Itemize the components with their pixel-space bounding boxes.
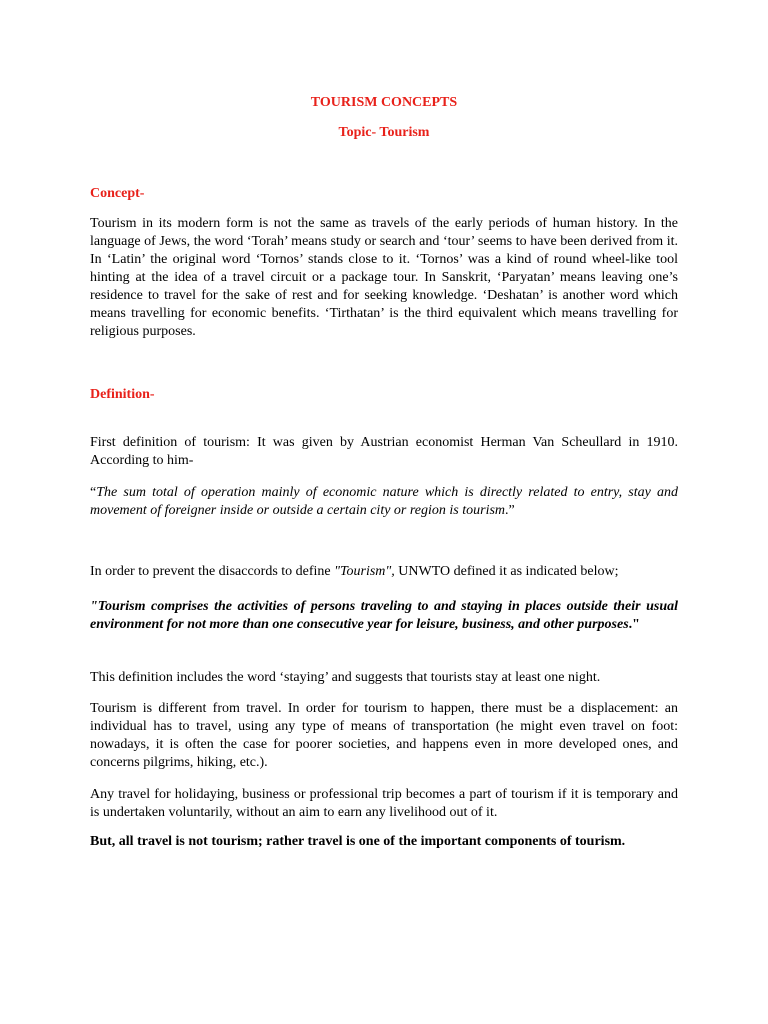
- unwto-quote-italic: "Tourism comprises the activities of persons traveling to and staying in places outside their usual environment for not more than one consecutive year for leisure, business, and other purposes: [90, 599, 678, 632]
- first-definition-text: First definition of tourism: It was given by Austrian economist Herman Van Scheullard in 1910. According to him-: [90, 435, 678, 468]
- quote-open: “: [90, 485, 97, 500]
- unwto-definition-quote: [90, 598, 678, 634]
- unwto-intro-paragraph: [90, 563, 678, 581]
- document-title: TOURISM CONCEPTS: [310, 95, 458, 110]
- quote-italic: The sum total of operation mainly of economic nature which is directly related to entry, stay and movement of foreigner inside or outside a certain city or region is tourism: [90, 485, 678, 518]
- concept-text: Tourism in its modern form is not the same as travels of the early periods of human history. In the language of Jews, the word ‘Torah’ means study or search and ‘tour’ seems to have been derived from it. In ‘Latin’ the original word ‘Tornos’ stands close to it. ‘Tornos’ was a kind of round wheel-like tool hinting at the idea of a travel circuit or a package tour. In Sanskrit, ‘Paryatan’ means leaving one’s residence to travel for the sake of rest and for seeking knowledge. ‘Deshatan’ is another word which means travelling for economic benefits. ‘Tirthatan’ is the third equivalent which means travelling for religious purposes.: [90, 216, 678, 339]
- quote-text: [90, 484, 678, 520]
- document-subtitle: Topic- Tourism: [338, 125, 430, 140]
- conclusion-bold: But, all travel is not tourism; rather travel is one of the important components of tourism.: [90, 834, 626, 849]
- any-travel-paragraph: [90, 786, 678, 822]
- definition-heading: Definition-: [90, 387, 155, 402]
- staying-paragraph: [90, 669, 678, 687]
- first-definition-quote: [90, 484, 678, 520]
- unwto-intro-text: [90, 563, 678, 581]
- staying-text: This definition includes the word ‘staying’ and suggests that tourists stay at least one night.: [90, 670, 601, 685]
- concept-heading: Concept-: [90, 186, 145, 201]
- conclusion-text: [90, 833, 678, 851]
- unwto-term: "Tourism",: [334, 564, 395, 579]
- quote-close: .”: [505, 503, 515, 518]
- unwto-intro-after: UNWTO defined it as indicated below;: [394, 564, 619, 579]
- concept-paragraph: [90, 215, 678, 341]
- any-travel-text: Any travel for holidaying, business or professional trip becomes a part of tourism if it is temporary and is undertaken voluntarily, without an aim to earn any livelihood out of it.: [90, 787, 678, 820]
- first-definition-paragraph: [90, 434, 678, 470]
- unwto-intro-before: In order to prevent the disaccords to define: [90, 564, 335, 579]
- unwto-quote-end: .": [628, 617, 640, 632]
- conclusion-paragraph: [90, 833, 678, 851]
- difference-paragraph: [90, 700, 678, 772]
- unwto-quote-text: [90, 598, 678, 634]
- difference-text: Tourism is different from travel. In order for tourism to happen, there must be a displacement: an individual has to travel, using any type of means of transportation (he might even travel on foot: nowadays, it is often the case for poorer societies, and happens even in more developed ones, and concerns pilgrims, hiking, etc.).: [90, 701, 678, 770]
